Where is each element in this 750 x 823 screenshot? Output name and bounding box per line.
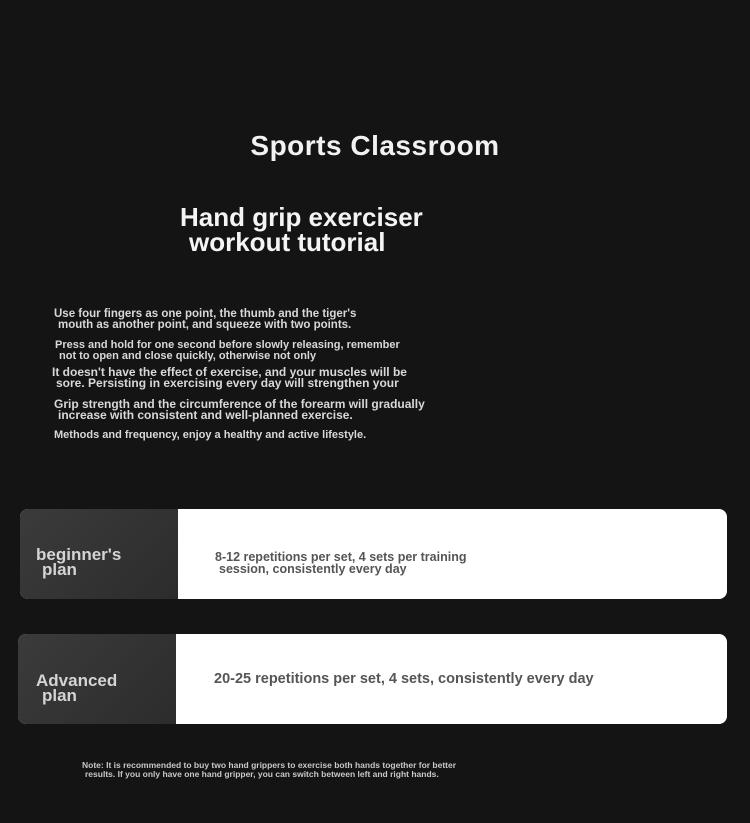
plan-desc-line: 8-12 repetitions per set, 4 sets per training: [215, 550, 467, 564]
instruction-line: sore. Persisting in exercising every day will strengthen your: [56, 376, 399, 390]
beginner-plan-card: [20, 509, 727, 599]
footnote: [82, 761, 456, 779]
plan-label-line: Advanced: [36, 671, 118, 690]
plan-label-box: [18, 634, 176, 724]
instruction-paragraph: [54, 309, 356, 331]
beginner-plan-label: [36, 547, 121, 577]
plan-desc-line: session, consistently every day: [219, 562, 407, 576]
footnote-line: results. If you only have one hand gripper, you can switch between left and right hands.: [85, 769, 439, 779]
instruction-line: Grip strength and the circumference of the forearm will gradually: [54, 397, 425, 411]
plan-desc-line: 20-25 repetitions per set, 4 sets, consistently every day: [214, 671, 594, 687]
plan-label-line: plan: [42, 560, 77, 579]
workout-title-line2: workout tutorial: [189, 227, 386, 257]
instruction-line: Use four fingers as one point, the thumb and the tiger's: [54, 308, 357, 320]
advanced-plan-card: [18, 634, 727, 724]
instruction-line: increase with consistent and well-planned exercise.: [58, 408, 353, 422]
advanced-plan-description: [214, 673, 594, 685]
plan-label-line: plan: [42, 686, 77, 705]
instruction-line: not to open and close quickly, otherwise not only: [59, 350, 317, 362]
instruction-line: Press and hold for one second before slowly releasing, remember: [55, 339, 400, 351]
instruction-line: mouth as another point, and squeeze with two points.: [58, 319, 352, 331]
plan-label-box: [20, 509, 178, 599]
brand-title: Sports Classroom: [250, 130, 500, 161]
plan-label-line: beginner's: [36, 545, 122, 564]
instruction-paragraph: [55, 340, 400, 362]
footnote-line: Note: It is recommended to buy two hand grippers to exercise both hands together for better: [82, 760, 457, 770]
advanced-plan-label: [36, 673, 117, 703]
workout-title: [180, 202, 423, 257]
instruction-paragraph: [52, 367, 407, 389]
beginner-plan-description: [215, 551, 466, 575]
instruction-line: Methods and frequency, enjoy a healthy and active lifestyle.: [54, 429, 367, 441]
instruction-line: It doesn't have the effect of exercise, and your muscles will be: [52, 365, 407, 379]
workout-title-line1: Hand grip exerciser: [180, 202, 423, 232]
instruction-paragraph: [54, 399, 425, 421]
instruction-paragraph: [54, 430, 366, 441]
